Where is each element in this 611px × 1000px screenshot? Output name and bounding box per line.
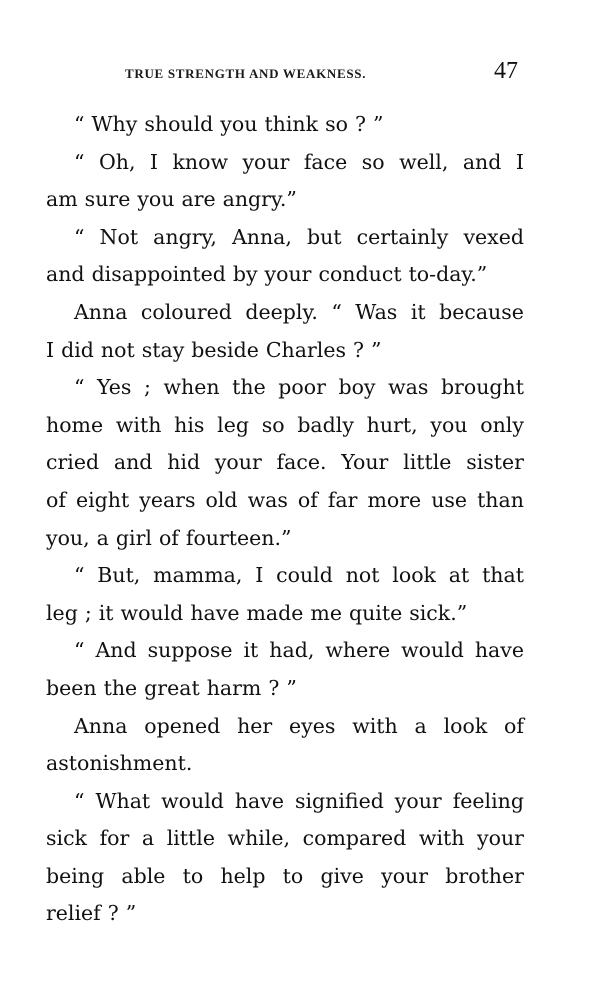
word: use [431,487,468,512]
word: eight [75,487,130,512]
word: a [141,826,155,851]
word: Charles [265,337,346,362]
word: you [430,412,468,437]
word: “ [331,299,342,324]
word: not [100,337,135,362]
word: Was [355,299,398,324]
word: am [46,187,78,212]
word: to-day.” [408,262,488,287]
word: look [392,563,436,588]
text-line [46,181,524,219]
word: are [181,187,216,212]
word: when [163,375,220,400]
word: sure [84,187,131,212]
word: “ [74,788,85,813]
word: What [95,788,151,813]
word: I [255,563,264,588]
word: conduct [318,262,402,287]
word: had, [269,638,315,663]
word: have [190,600,240,625]
word: relief [46,901,101,926]
word: have [474,638,524,663]
word: of [158,525,179,550]
word: great [144,675,200,700]
word: so [361,149,385,174]
word: your [242,149,290,174]
word: mamma, [153,563,243,588]
text-line [46,407,524,445]
word: for [99,826,130,851]
body-text [46,106,524,933]
word: sick.” [409,600,468,625]
word: and [462,149,502,174]
text-line [46,557,524,595]
word: opened [144,713,221,738]
word: could [276,563,333,588]
text-line [46,708,524,746]
word: ; [144,375,151,400]
word: so [261,412,285,437]
text-line [46,595,524,633]
word: boy [338,375,376,400]
word: give [320,863,364,888]
text-line [46,520,524,558]
word: able [121,863,166,888]
word: coloured [140,299,232,324]
text-line [46,783,524,821]
text-line [46,632,524,670]
word: look [443,713,488,738]
word: been [46,675,97,700]
word: ” [125,901,137,926]
word: fourteen.” [185,525,292,550]
word: hid [167,450,201,475]
word: only [480,412,524,437]
text-line [46,820,524,858]
word: with [418,826,465,851]
word: Your [341,450,389,475]
word: harm [206,675,262,700]
word: I [515,149,524,174]
word: but [306,224,342,249]
word: would [120,600,184,625]
word: “ [74,224,85,249]
word: ” [286,675,297,700]
word: being [46,863,105,888]
text-line [46,745,524,783]
word: signified [294,788,384,813]
word: a [96,525,109,550]
word: home [46,412,104,437]
word: her [237,713,273,738]
word: to [182,863,204,888]
word: eyes [289,713,336,738]
word: the [232,375,266,400]
word: it [410,299,426,324]
word: vexed [463,224,524,249]
word: help [220,863,266,888]
word: that [482,563,524,588]
word: would [401,638,464,663]
word: beside [191,337,259,362]
word: “ [74,149,85,174]
word: brought [440,375,524,400]
page-number: 47 [494,58,518,84]
word: ? [353,337,364,362]
word: “ [74,375,85,400]
word: the [103,675,138,700]
word: And [95,638,137,663]
text-line [46,294,524,332]
word: quite [348,600,403,625]
text-line [46,369,524,407]
word: face [303,149,348,174]
text-line [46,482,524,520]
word: of [46,487,66,512]
word: “ [74,638,85,663]
word: ? [268,675,280,700]
word: brother [445,863,524,888]
text-line [46,144,524,182]
word: But, [97,563,141,588]
word: it [243,638,259,663]
word: more [367,487,422,512]
word: to [282,863,304,888]
word: astonishment. [46,751,193,776]
text-line [46,256,524,294]
word: cried [46,450,100,475]
word: made [246,600,304,625]
word: ; [84,600,92,625]
word: leg [46,600,78,625]
text-line [46,858,524,896]
word: “ [74,112,85,136]
word: Anna [74,713,128,738]
word: of [504,713,524,738]
word: think [264,112,319,136]
word: ” [372,112,384,136]
word: ” [371,337,382,362]
word: Why [91,112,138,136]
word: ? [354,112,366,136]
word: while, [227,826,291,851]
word: where [325,638,391,663]
word: little [403,450,452,475]
word: I [149,149,159,174]
word: feeling [452,788,524,813]
word: Anna [74,299,128,324]
word: disappointed [91,262,226,287]
text-line [46,332,524,370]
word: because [439,299,524,324]
word: angry, [153,224,217,249]
word: your [381,863,429,888]
word: it [98,600,114,625]
word: a [414,713,427,738]
word: face. [276,450,327,475]
word: ? [107,901,119,926]
word: deeply. [245,299,318,324]
word: your [394,788,442,813]
word: your [477,826,524,851]
word: “ [74,563,85,588]
word: sick [46,826,87,851]
word: poor [278,375,326,400]
word: with [352,713,398,738]
word: you [137,187,175,212]
text-line [46,895,524,933]
word: your [264,262,312,287]
word: your [214,450,262,475]
word: did [61,337,94,362]
word: his [174,412,205,437]
text-line [46,106,524,144]
word: years [139,487,196,512]
word: was [388,375,429,400]
word: of [297,487,318,512]
word: by [232,262,258,287]
word: and [46,262,85,287]
word: at [448,563,470,588]
word: stay [141,337,185,362]
word: you [220,112,258,136]
running-head: TRUE STRENGTH AND WEAKNESS. [125,66,367,81]
word: know [172,149,228,174]
word: Not [99,224,139,249]
word: compared [302,826,407,851]
word: than [477,487,524,512]
word: was [247,487,288,512]
word: would [161,788,224,813]
word: far [327,487,358,512]
word: suppose [147,638,233,663]
word: Anna, [231,224,292,249]
word: hurt, [366,412,418,437]
text-line [46,670,524,708]
word: little [166,826,215,851]
word: angry.” [222,187,297,212]
word: leg [217,412,249,437]
text-line [46,219,524,257]
word: and [113,450,153,475]
word: girl [115,525,152,550]
word: have [234,788,284,813]
word: I [46,337,55,362]
word: should [144,112,214,136]
word: badly [297,412,354,437]
word: certainly [356,224,449,249]
text-line [46,444,524,482]
word: well, [399,149,449,174]
word: you, [46,525,90,550]
word: with [115,412,162,437]
word: Yes [97,375,132,400]
word: old [205,487,238,512]
word: Oh, [98,149,136,174]
word: not [345,563,380,588]
word: so [325,112,348,136]
word: sister [466,450,524,475]
word: me [310,600,342,625]
